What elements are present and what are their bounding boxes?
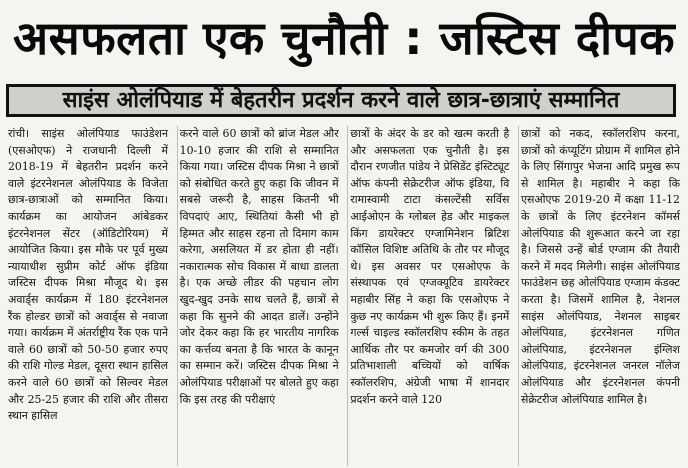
article-body — [6, 126, 682, 466]
headline: असफलता एक चुनौती : जस्टिस दीपक — [12, 11, 676, 65]
subheadline-banner: साइंस ओलंपियाड में बेहतरीन प्रदर्शन करने वाले छात्र-छात्राएं सम्मानित — [6, 84, 676, 117]
article-column-3: छात्रों के अंदर के डर को खत्म करती है और असफलता एक चुनौती है। इस दौरान रणजीत पांडेय ने प्रेसिडेंट इंस्टिट्यूट ऑफ कंपनी सेक्रेटरीज ऑफ इंडिया, वि रामास्वामी टाटा कंसल्टेंसी सर्विस आईओएन के ग्लोबल हेड और माइकल किंग डायरेक्टर एग्जामिनेशन ब्रिटिश कॉसिल विशिष्ट अतिथि के तौर पर मौजूद थे। इस अवसर पर एसओएफ के संस्थापक एवं एग्जक्यूटिव डायरेक्टर महाबीर सिंह ने कहा कि एसओएफ ने कुछ नए कार्यक्रम भी शुरू किए हैं। इनमें गर्ल्स चाइल्ड स्कॉलरशिप स्कीम के तहत आर्थिक तौर पर कमजोर वर्ग की 300 प्रतिभाशाली बच्चियों को वार्षिक स्कॉलरशिप, अंग्रेजी भाषा में शानदार प्रदर्शन करने वाले 120 — [347, 126, 511, 466]
article-column-2: करने वाले 60 छात्रों को ब्रांज मेडल और 10-10 हजार की राशि से सम्मानित किया गया। जस्टिस दीपक मिश्रा ने छात्रों को संबोधित करते हुए कहा कि जीवन में सबसे जरूरी है, साहस कितनी भी विपदाएं आए, स्थितियां कैसी भी हो हिम्मत और साहस रहना तो दिमाग काम करेगा, असलियत में डर होता ही नहीं। नकारात्मक सोच विकास में बाधा डालता है। एक अच्छे लीडर की पहचान लोग खुद-खुद उनके साथ चलते हैं, छात्रों से कहा कि सुनने की आदत डालें। उन्होंने जोर देकर कहा कि हर भारतीय नागरिक का कर्त्तव्य बनता है कि भारत के कानून का सम्मान करें। जस्टिस दीपक मिश्रा ने ओलंपियाड परीक्षाओं पर बोलते हुए कहा कि इस तरह की परीक्षाएं — [177, 126, 341, 466]
article-column-4: छात्रों को नकद, स्कॉलरशिप करना, छात्रों को कंप्यूटिंग प्रोग्राम में शामिल होने के लिए सिंगापुर भेजना आदि प्रमुख रूप से शामिल है। महाबीर ने कहा कि एसओएफ 2019-20 में कक्षा 11-12 के छात्रों के लिए इंटरनेशन कॉमर्स ओलंपियाड की शुरूआत करने जा रहा है। जिससे उन्हें बोर्ड एग्जाम की तैयारी करने में मदद मिलेगी। साइंस ओलंपियाड फाउंडेशन छह ओलंपियाड एग्जाम कंडक्ट करता है। जिसमें शामिल है, नेशनल साइंस ओलंपियाड, नेशनल साइबर ओलंपियाड, इंटरनेशनल गणित ओलंपियाड, इंटरनेशनल इंग्लिश ओलंपियाड, इंटरनेशनल जनरल नॉलेज ओलंपियाड और इंटरनेशनल कंपनी सेक्रेटरीज ओलंपियाड शामिल है। — [518, 126, 682, 466]
article-column-1: रांची। साइंस ओलंपियाड फाउंडेशन (एसओएफ) ने राजधानी दिल्ली में 2018-19 में बेहतरीन प्रदर्शन करने वाले इंटरनेशनल ओलंपियाड के विजेता छात्र-छात्राओं को सम्मानित किया। कार्यक्रम का आयोजन आंबेडकर इंटरनेशनल सेंटर (ऑडिटोरियम) में आयोजित किया। इस मौके पर पूर्व मुख्य न्यायाधीश सुप्रीम कोर्ट ऑफ इंडिया जस्टिस दीपक मिश्रा मौजूद थे। इस अवार्ड्स कार्यक्रम में 180 इंटरनेशनल रैंक होल्डर छात्रों को अवार्ड्स से नवाजा गया। कार्यक्रम में अंतर्राष्ट्रीय रैंक एक पाने वाले 60 छात्रों को 50-50 हजार रुपए की राशि गोल्ड मेडल, दूसरा स्थान हासिल करने वाले 60 छात्रों को सिल्वर मेडल और 25-25 हजार की राशि और तीसरा स्थान हासिल — [8, 127, 168, 423]
